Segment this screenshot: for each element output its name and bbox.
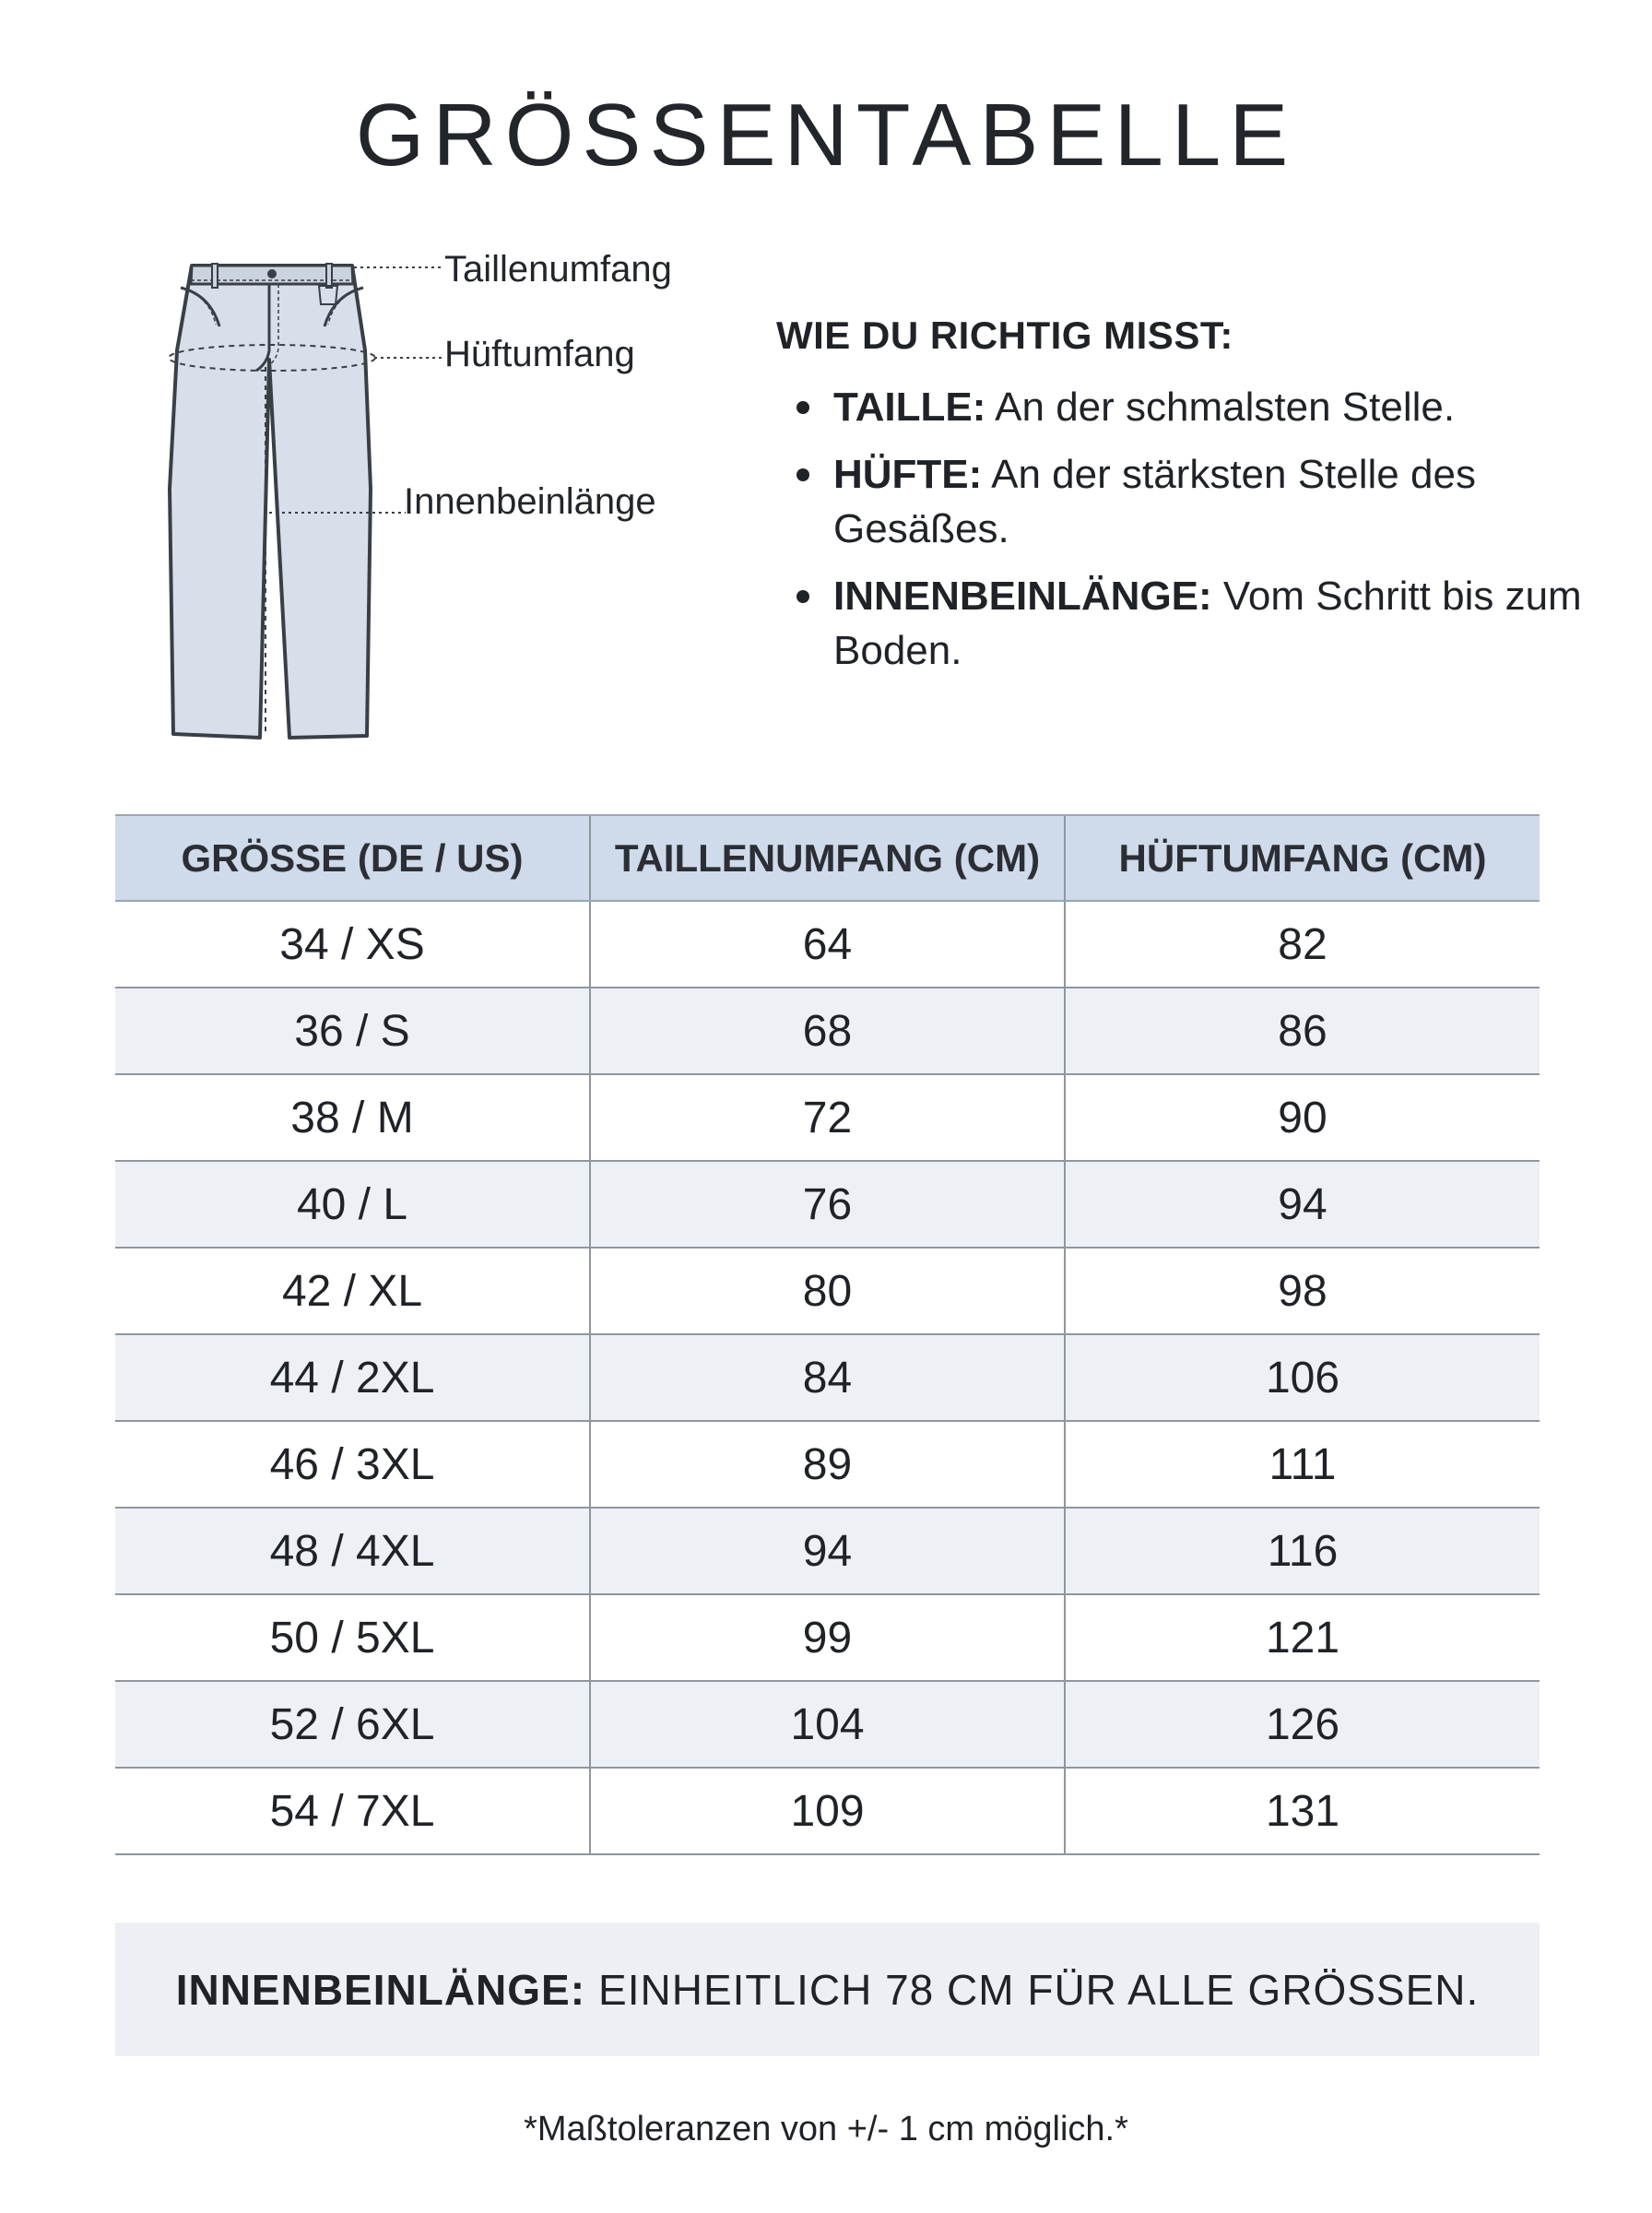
table-row xyxy=(115,1074,1540,1161)
cell-size: 50 / 5XL xyxy=(115,1594,590,1681)
column-header-size: GRÖSSE (DE / US) xyxy=(115,815,590,901)
cell-size: 42 / XL xyxy=(115,1248,590,1334)
measuring-instructions xyxy=(776,314,1587,691)
table-row xyxy=(115,988,1540,1074)
table-header-row xyxy=(115,815,1540,901)
cell-waist: 84 xyxy=(590,1334,1065,1421)
instruction-term: INNENBEINLÄNGE xyxy=(833,574,1199,619)
column-header-waist: TAILLENUMFANG (CM) xyxy=(590,815,1065,901)
cell-size: 38 / M xyxy=(115,1074,590,1161)
instruction-term: HÜFTE xyxy=(833,452,969,497)
table-row xyxy=(115,1161,1540,1248)
cell-hip: 82 xyxy=(1065,901,1540,988)
cell-size: 46 / 3XL xyxy=(115,1421,590,1508)
cell-waist: 72 xyxy=(590,1074,1065,1161)
cell-hip: 94 xyxy=(1065,1161,1540,1248)
cell-size: 44 / 2XL xyxy=(115,1334,590,1421)
measurement-diagram xyxy=(157,249,747,765)
table-row xyxy=(115,1334,1540,1421)
cell-waist: 94 xyxy=(590,1508,1065,1594)
bullet-icon xyxy=(796,590,809,603)
cell-hip: 111 xyxy=(1065,1421,1540,1508)
cell-size: 54 / 7XL xyxy=(115,1768,590,1854)
waist-label: Taillenumfang xyxy=(444,249,672,290)
instruction-term: TAILLE xyxy=(833,385,973,430)
page-title: GRÖSSENTABELLE xyxy=(355,86,1297,184)
instruction-text: Vom Schritt bis zum Boden. xyxy=(833,574,1582,673)
table-row xyxy=(115,1594,1540,1681)
table-body xyxy=(115,901,1540,1854)
cell-waist: 68 xyxy=(590,988,1065,1074)
table-row xyxy=(115,1681,1540,1768)
cell-hip: 86 xyxy=(1065,988,1540,1074)
size-table-container xyxy=(115,814,1540,1855)
hip-label: Hüftumfang xyxy=(444,334,635,374)
inseam-note xyxy=(115,1923,1540,2056)
cell-hip: 131 xyxy=(1065,1768,1540,1854)
cell-waist: 89 xyxy=(590,1421,1065,1508)
instruction-hip: HÜFTE: An der stärksten Stelle des Gesäßes. xyxy=(776,447,1587,556)
table-row xyxy=(115,1248,1540,1334)
cell-waist: 76 xyxy=(590,1161,1065,1248)
instructions-heading: WIE DU RICHTIG MISST: xyxy=(776,314,1233,357)
cell-size: 34 / XS xyxy=(115,901,590,988)
cell-hip: 116 xyxy=(1065,1508,1540,1594)
instruction-text: An der stärksten Stelle des Gesäßes. xyxy=(833,452,1476,551)
cell-waist: 104 xyxy=(590,1681,1065,1768)
instruction-inseam: INNENBEINLÄNGE: Vom Schritt bis zum Boden. xyxy=(776,569,1587,678)
inseam-label: Innenbeinlänge xyxy=(404,481,656,522)
note-term: INNENBEINLÄNGE: xyxy=(175,1965,586,2014)
cell-waist: 99 xyxy=(590,1594,1065,1681)
instructions-list xyxy=(776,380,1587,678)
table-row xyxy=(115,1508,1540,1594)
cell-hip: 98 xyxy=(1065,1248,1540,1334)
instruction-text: An der schmalsten Stelle. xyxy=(995,385,1456,430)
cell-hip: 121 xyxy=(1065,1594,1540,1681)
instruction-waist: TAILLE: An der schmalsten Stelle. xyxy=(776,380,1587,434)
cell-hip: 126 xyxy=(1065,1681,1540,1768)
bullet-icon xyxy=(796,468,809,481)
cell-waist: 80 xyxy=(590,1248,1065,1334)
note-text: EINHEITLICH 78 CM FÜR ALLE GRÖSSEN. xyxy=(598,1965,1480,2014)
cell-size: 36 / S xyxy=(115,988,590,1074)
cell-hip: 106 xyxy=(1065,1334,1540,1421)
table-row xyxy=(115,1421,1540,1508)
table-row xyxy=(115,901,1540,988)
cell-size: 40 / L xyxy=(115,1161,590,1248)
cell-size: 52 / 6XL xyxy=(115,1681,590,1768)
cell-hip: 90 xyxy=(1065,1074,1540,1161)
cell-waist: 109 xyxy=(590,1768,1065,1854)
tolerance-footnote: *Maßtoleranzen von +/- 1 cm möglich.* xyxy=(524,2110,1128,2148)
table-row xyxy=(115,1768,1540,1854)
cell-waist: 64 xyxy=(590,901,1065,988)
size-table xyxy=(115,814,1540,1855)
bullet-icon xyxy=(796,401,809,414)
column-header-hip: HÜFTUMFANG (CM) xyxy=(1065,815,1540,901)
cell-size: 48 / 4XL xyxy=(115,1508,590,1594)
